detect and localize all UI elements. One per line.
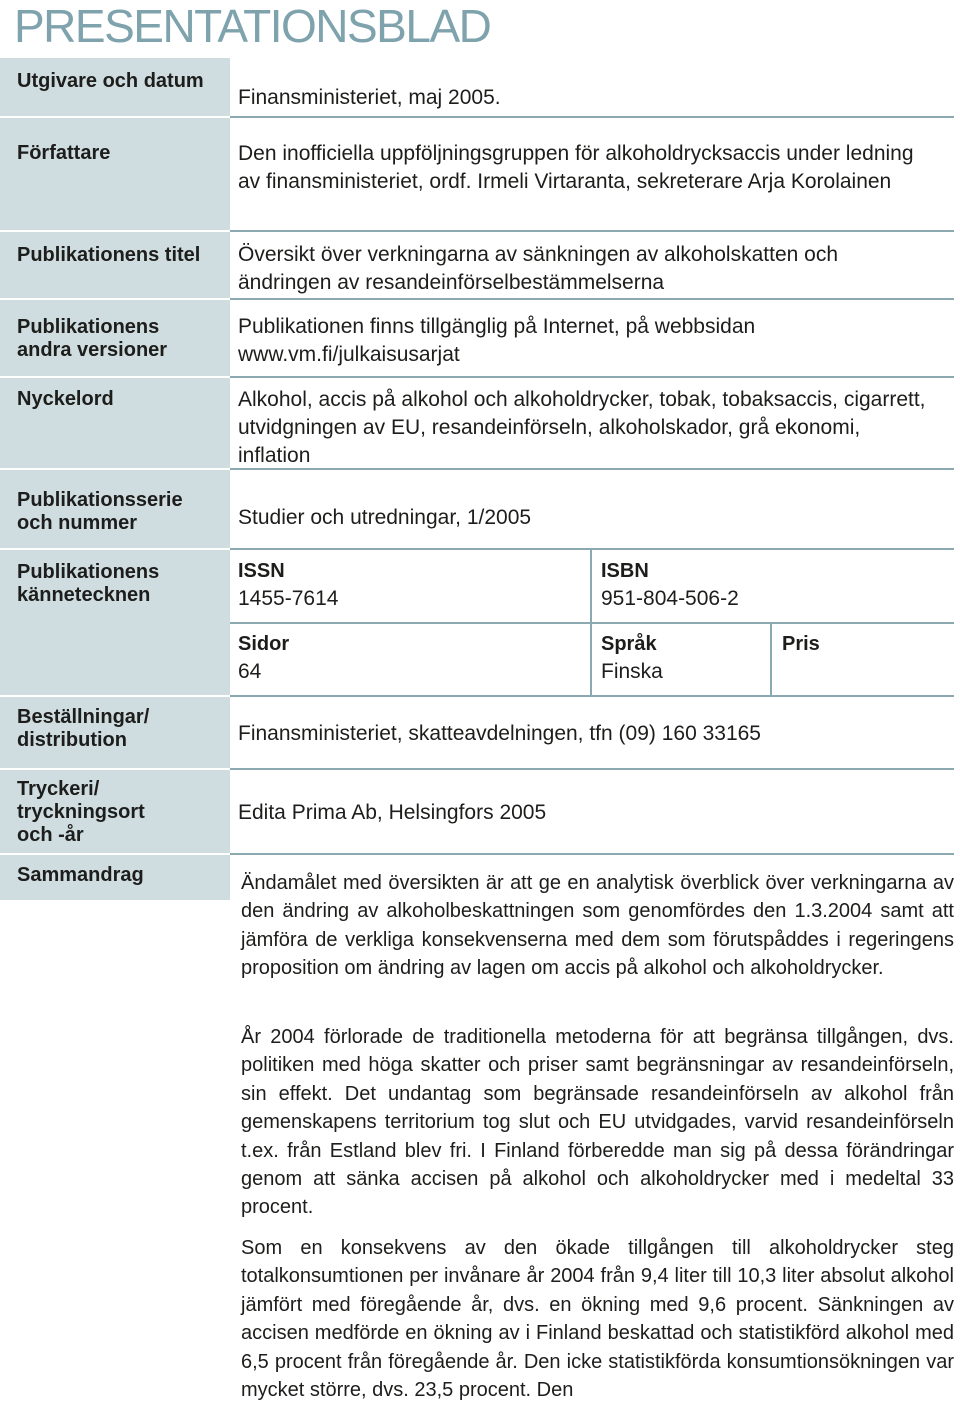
label-author: Författare — [17, 142, 111, 164]
summary-paragraph-1: Ändamålet med översikten är att ge en analytisk överblick över verkningarna av den ändring av alkoholbeskattningen som genomfördes den 1.3.2004 samt att jämföra de verkliga konsekvenserna med dem som förutspåddes i regeringens proposition om ändring av lagen om accis på alkohol och alkoholdrycker. — [241, 872, 954, 980]
price-label: Pris — [782, 633, 820, 655]
label-summary: Sammandrag — [17, 864, 144, 886]
label-orders: Beställningar/ distribution — [17, 706, 150, 751]
price-cell — [782, 630, 820, 658]
value-keywords: Alkohol, accis på alkohol och alkoholdrycker, tobak, tobaksaccis, cigarrett, utvidgningen av EU, resandeinförseln, alkoholskador, grå ekonomi, inflation — [238, 388, 926, 467]
isbn-label: ISBN — [601, 560, 649, 582]
value-publisher: Finansministeriet, maj 2005. — [238, 86, 501, 109]
value-series: Studier och utredningar, 1/2005 — [238, 506, 532, 529]
summary-paragraph-2: År 2004 förlorade de traditionella metoderna för att begränsa tillgången, dvs. politiken med höga skatter och priser samt begränsningar av resandeinförseln, sin effekt. Det undantag som begränsade resandeinförseln av alkohol från gemenskapens territorium tog slut och EU utvidgades, varvid resandeinförseln t.ex. från Estland blev fri. I Finland förberedde man sig på dessa förändringar genom att sänka accisen på alkohol och alkoholdrycker med i medeltal 33 procent. — [241, 1026, 954, 1219]
value-printer: Edita Prima Ab, Helsingfors 2005 — [238, 801, 547, 824]
pages-value: 64 — [238, 660, 262, 683]
label-series: Publikationsserie och nummer — [17, 489, 183, 534]
isbn-value: 951-804-506-2 — [601, 587, 739, 610]
label-identifiers: Publikationens kännetecknen — [17, 561, 160, 606]
issn-cell — [238, 557, 338, 613]
language-value: Finska — [601, 660, 663, 683]
value-orders: Finansministeriet, skatteavdelningen, tfn (09) 160 33165 — [238, 722, 761, 745]
issn-label: ISSN — [238, 560, 285, 582]
pages-cell — [238, 630, 289, 686]
label-other-versions: Publikationens andra versioner — [17, 316, 168, 361]
value-pub-title: Översikt över verkningarna av sänkningen av alkoholskatten och ändringen av resandeinförselbestämmelserna — [238, 243, 838, 294]
page-title: PRESENTATIONSBLAD — [14, 0, 491, 52]
language-cell — [601, 630, 663, 686]
language-label: Språk — [601, 633, 657, 655]
label-printer: Tryckeri/ tryckningsort och -år — [17, 778, 145, 846]
label-keywords: Nyckelord — [17, 388, 114, 410]
label-publisher: Utgivare och datum — [17, 70, 204, 92]
label-pub-title: Publikationens titel — [17, 244, 201, 266]
pages-label: Sidor — [238, 633, 290, 655]
isbn-cell — [601, 557, 739, 613]
issn-value: 1455-7614 — [238, 587, 339, 610]
value-other-versions: Publikationen finns tillgänglig på Internet, på webbsidan www.vm.fi/julkaisusarjat — [238, 315, 756, 366]
summary-paragraph-3: Som en konsekvens av den ökade tillgången till alkoholdrycker steg totalkonsumtionen per invånare år 2004 från 9,4 liter till 10,3 liter absolut alkohol jämfört med föregående år, dvs. en ökning med 9,6 procent. Sänkningen av accisen medförde en ökning av i Finland beskattad och statistikförd alkohol med 6,5 procent från föregående år. Den icke statistikförda konsumtionsökningen var mycket större, dvs. 23,5 procent. Den — [241, 1237, 954, 1402]
label-column — [0, 58, 230, 900]
value-author: Den inofficiella uppföljningsgruppen för alkoholdrycksaccis under ledning av finansministeriet, ordf. Irmeli Virtaranta, sekreterare Arja Korolainen — [238, 142, 914, 193]
